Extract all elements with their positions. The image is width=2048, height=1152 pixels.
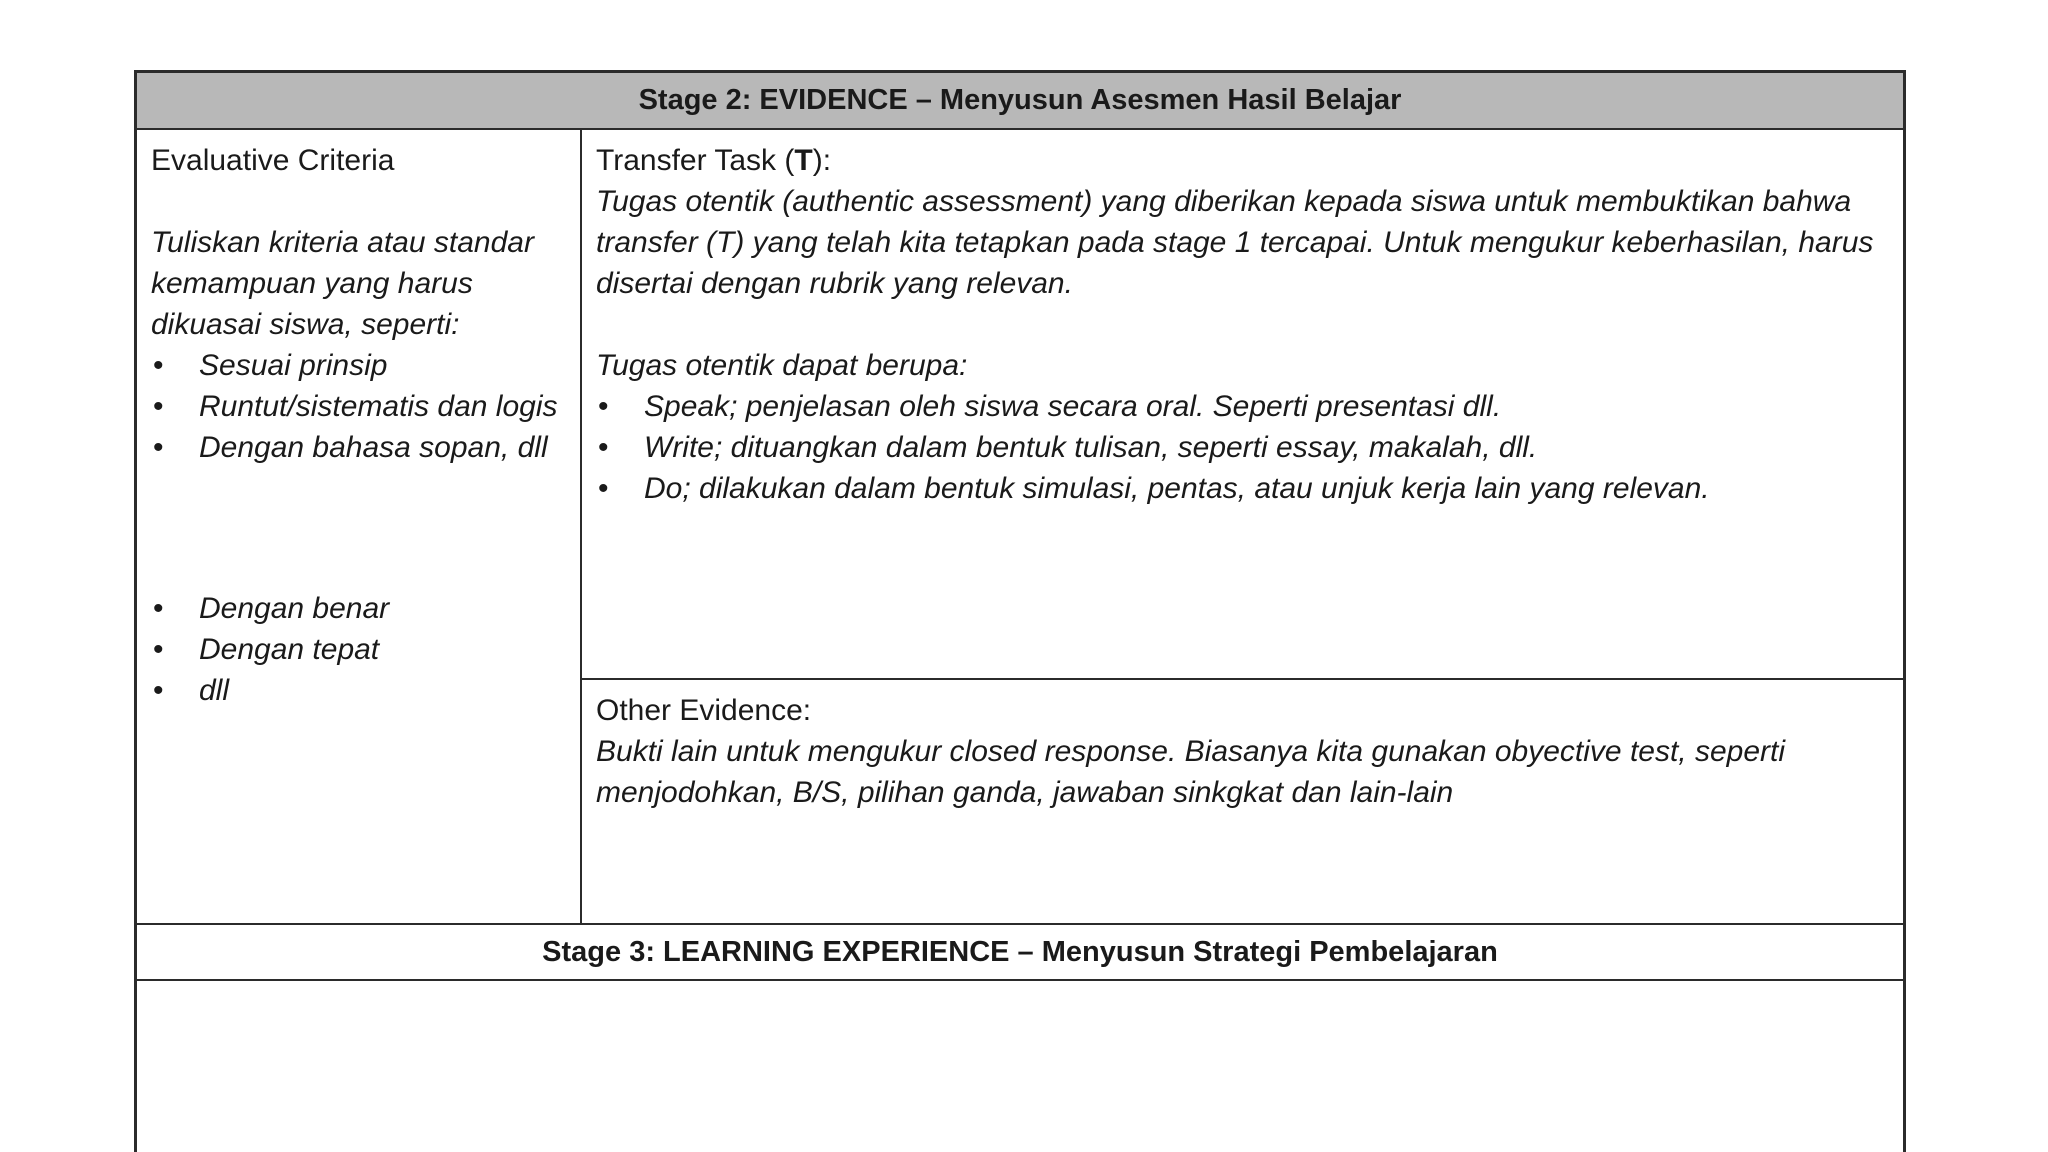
transfer-task-heading: Transfer Task (T): (596, 144, 832, 177)
list-item: • Dengan bahasa sopan, dll (151, 427, 566, 468)
evaluative-criteria-heading: Evaluative Criteria (151, 144, 395, 177)
bullet-icon: • (598, 390, 609, 423)
evaluative-criteria-cell (137, 130, 582, 923)
bullet-icon: • (153, 349, 164, 382)
bullet-icon: • (598, 472, 609, 505)
other-evidence-cell (582, 680, 1903, 923)
bullet-icon: • (153, 592, 164, 625)
evaluative-bullets-top (151, 345, 566, 468)
spacer (151, 181, 566, 222)
transfer-task-bullets (596, 386, 1889, 509)
stage2-header (137, 73, 1903, 130)
bullet-icon: • (153, 633, 164, 666)
stage3-header (137, 923, 1903, 981)
other-evidence-heading: Other Evidence: (596, 694, 812, 727)
stage3-title: Stage 3: LEARNING EXPERIENCE – Menyusun Strategi Pembelajaran (542, 935, 1498, 968)
list-item: • Runtut/sistematis dan logis (151, 386, 566, 427)
list-item: • dll (151, 670, 566, 711)
evaluative-criteria-intro: Tuliskan kriteria atau standar kemampuan yang harus dikuasai siswa, seperti: (151, 226, 534, 341)
list-item: • Dengan tepat (151, 629, 566, 670)
spacer (596, 304, 1889, 345)
transfer-task-description: Tugas otentik (authentic assessment) yang diberikan kepada siswa untuk membuktikan bahwa transfer (T) yang telah kita tetapkan pada stage 1 tercapai. Untuk mengukur keberhasilan, harus disertai dengan rubrik yang relevan. (596, 185, 1874, 300)
spacer (151, 468, 566, 588)
other-evidence-description: Bukti lain untuk mengukur closed response. Biasanya kita gunakan obyective test, seperti menjodohkan, B/S, pilihan ganda, jawaban sinkgkat dan lain-lain (596, 735, 1786, 809)
bullet-icon: • (153, 431, 164, 464)
evaluative-bullets-bottom (151, 588, 566, 711)
list-item: • Speak; penjelasan oleh siswa secara oral. Seperti presentasi dll. (596, 386, 1889, 427)
list-item: • Dengan benar (151, 588, 566, 629)
bullet-icon: • (153, 390, 164, 423)
transfer-task-cell (582, 130, 1903, 680)
list-item: • Do; dilakukan dalam bentuk simulasi, pentas, atau unjuk kerja lain yang relevan. (596, 468, 1889, 509)
bullet-icon: • (153, 674, 164, 707)
transfer-task-list-intro: Tugas otentik dapat berupa: (596, 349, 968, 382)
list-item: • Write; dituangkan dalam bentuk tulisan, seperti essay, makalah, dll. (596, 427, 1889, 468)
bullet-icon: • (598, 431, 609, 464)
stage2-title: Stage 2: EVIDENCE – Menyusun Asesmen Hasil Belajar (638, 84, 1402, 116)
list-item: • Sesuai prinsip (151, 345, 566, 386)
evidence-table (134, 70, 1906, 1152)
